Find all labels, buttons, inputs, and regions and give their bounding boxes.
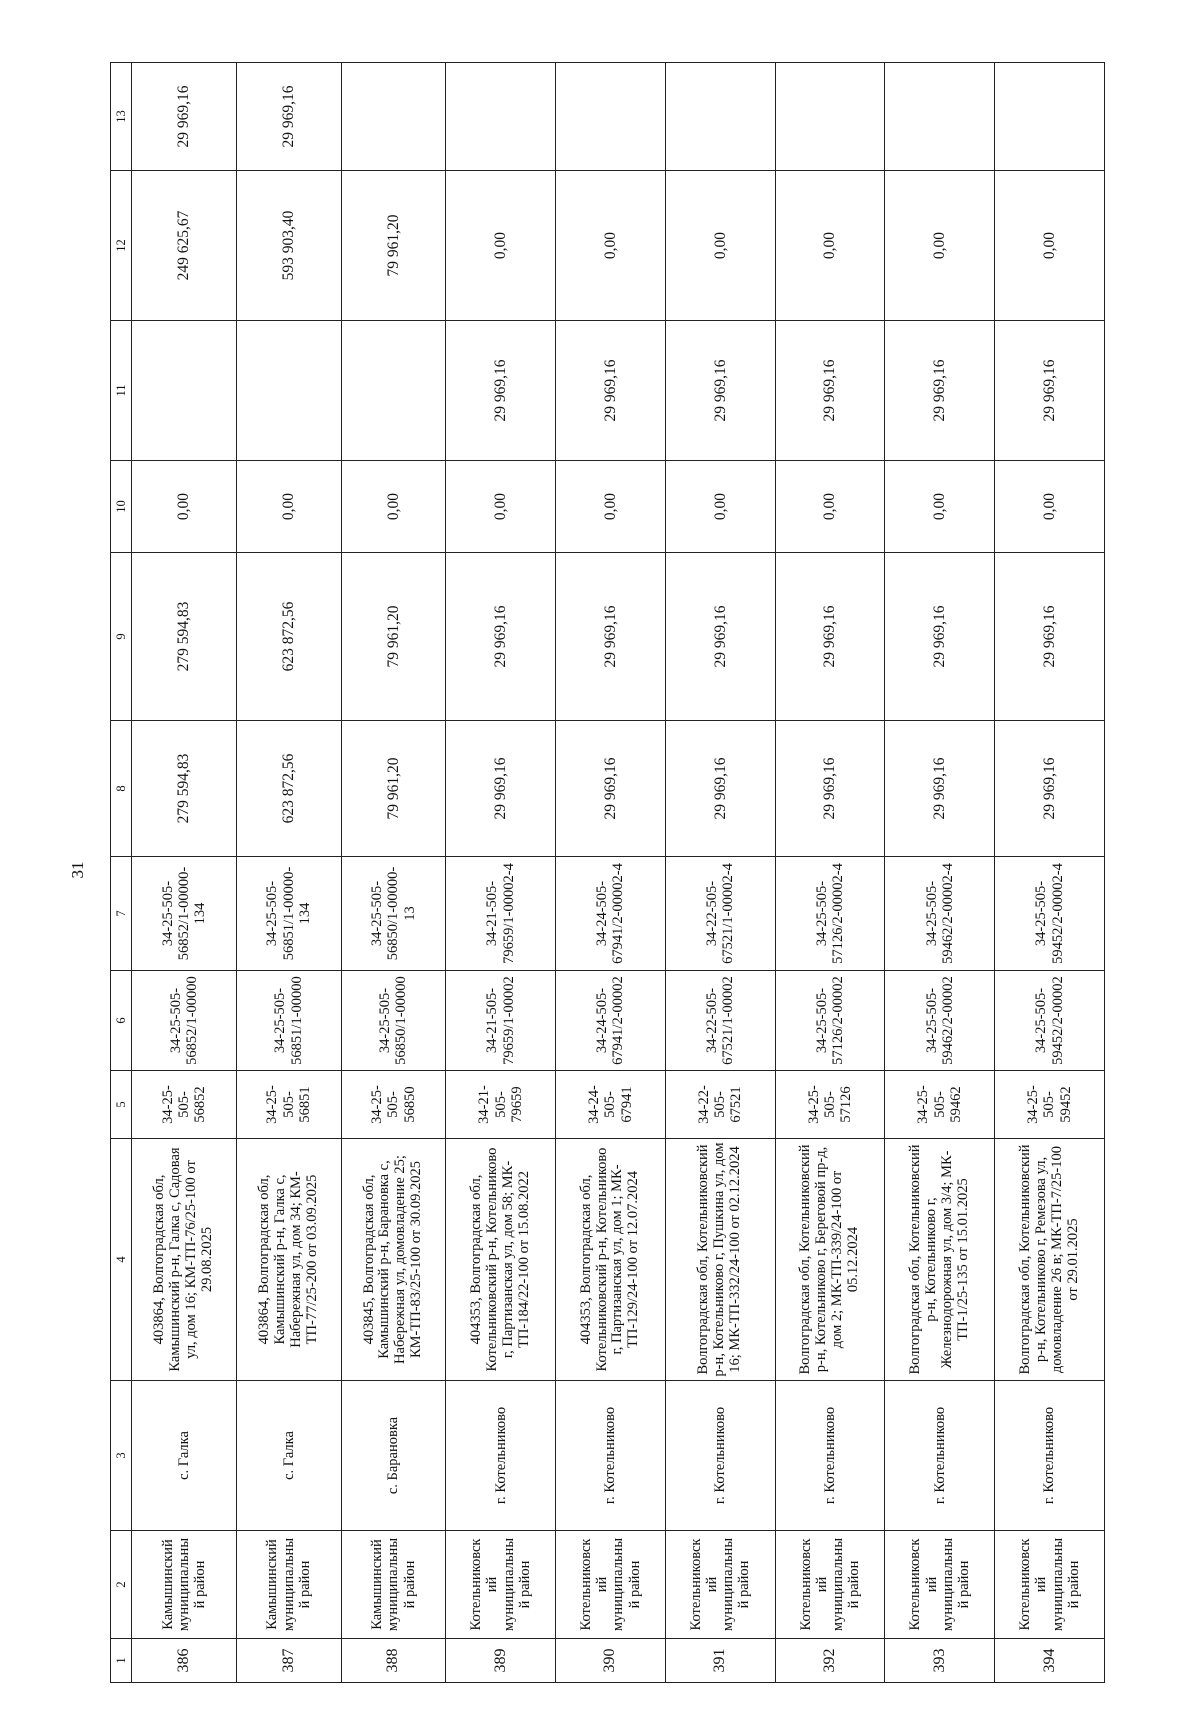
amount-cell: 0,00 bbox=[132, 461, 237, 553]
code-cell: 34-25-505-56850/1-00000 bbox=[341, 971, 446, 1071]
column-header: 11 bbox=[111, 321, 132, 461]
amount-cell: 279 594,83 bbox=[132, 721, 237, 857]
table-row bbox=[236, 63, 341, 1683]
row-number-cell: 387 bbox=[236, 1639, 341, 1683]
table-row bbox=[885, 63, 995, 1683]
row-number-cell: 388 bbox=[341, 1639, 446, 1683]
code-cell: 34-25-505-56850/1-00000-13 bbox=[341, 857, 446, 971]
registry-table bbox=[110, 62, 1105, 1683]
amount-cell: 0,00 bbox=[446, 461, 556, 553]
table-row bbox=[132, 63, 237, 1683]
row-number-cell: 393 bbox=[885, 1639, 995, 1683]
amount-cell: 29 969,16 bbox=[665, 553, 775, 721]
column-header: 9 bbox=[111, 553, 132, 721]
amount-cell bbox=[775, 63, 885, 171]
amount-cell bbox=[995, 63, 1105, 171]
row-number-cell: 386 bbox=[132, 1639, 237, 1683]
code-cell: 34-25-505-56852/1-00000 bbox=[132, 971, 237, 1071]
row-number-cell: 394 bbox=[995, 1639, 1105, 1683]
code-cell: 34-25-505-59452 bbox=[995, 1071, 1105, 1139]
amount-cell: 29 969,16 bbox=[665, 721, 775, 857]
amount-cell: 0,00 bbox=[995, 461, 1105, 553]
amount-cell: 79 961,20 bbox=[341, 721, 446, 857]
amount-cell: 0,00 bbox=[885, 461, 995, 553]
amount-cell: 29 969,16 bbox=[132, 63, 237, 171]
locality-cell: г. Котельниково bbox=[995, 1381, 1105, 1531]
column-header: 4 bbox=[111, 1139, 132, 1381]
amount-cell: 29 969,16 bbox=[446, 721, 556, 857]
column-header: 12 bbox=[111, 171, 132, 321]
code-cell: 34-22-505-67521 bbox=[665, 1071, 775, 1139]
address-cell: Волгоградская обл, Котельниковский р-н, Котельниково г, Береговой пр-д, дом 2; МК-ТП-339/24-100 от 05.12.2024 bbox=[775, 1139, 885, 1381]
code-cell: 34-21-505-79659/1-00002 bbox=[446, 971, 556, 1071]
code-cell: 34-25-505-59462 bbox=[885, 1071, 995, 1139]
amount-cell: 29 969,16 bbox=[995, 721, 1105, 857]
district-cell: Камышинский муниципальный район bbox=[236, 1531, 341, 1639]
locality-cell: г. Котельниково bbox=[556, 1381, 666, 1531]
address-cell: 403845, Волгоградская обл, Камышинский р-н, Барановка с, Набережная ул, домовладение 25; КМ-ТП-83/25-100 от 30.09.2025 bbox=[341, 1139, 446, 1381]
amount-cell: 0,00 bbox=[885, 171, 995, 321]
locality-cell: г. Котельниково bbox=[446, 1381, 556, 1531]
amount-cell: 29 969,16 bbox=[775, 321, 885, 461]
district-cell: Котельниковский муниципальный район bbox=[446, 1531, 556, 1639]
amount-cell: 29 969,16 bbox=[236, 63, 341, 171]
column-header: 10 bbox=[111, 461, 132, 553]
amount-cell: 29 969,16 bbox=[885, 553, 995, 721]
locality-cell: с. Галка bbox=[132, 1381, 237, 1531]
rotated-table-wrapper bbox=[110, 63, 1105, 1683]
amount-cell bbox=[446, 63, 556, 171]
page-number: 31 bbox=[68, 861, 87, 879]
address-cell: Волгоградская обл, Котельниковский р-н, Котельниково г, Ремезова ул, домовладение 26 в; МК-ТП-7/25-100 от 29.01.2025 bbox=[995, 1139, 1105, 1381]
row-number-cell: 391 bbox=[665, 1639, 775, 1683]
district-cell: Камышинский муниципальный район bbox=[132, 1531, 237, 1639]
amount-cell: 29 969,16 bbox=[446, 553, 556, 721]
amount-cell: 29 969,16 bbox=[446, 321, 556, 461]
code-cell: 34-25-505-59462/2-00002 bbox=[885, 971, 995, 1071]
column-header: 6 bbox=[111, 971, 132, 1071]
amount-cell: 0,00 bbox=[775, 461, 885, 553]
amount-cell: 29 969,16 bbox=[995, 321, 1105, 461]
amount-cell: 593 903,40 bbox=[236, 171, 341, 321]
column-header: 1 bbox=[111, 1639, 132, 1683]
code-cell: 34-21-505-79659 bbox=[446, 1071, 556, 1139]
amount-cell: 29 969,16 bbox=[775, 721, 885, 857]
code-cell: 34-25-505-57126 bbox=[775, 1071, 885, 1139]
amount-cell bbox=[341, 321, 446, 461]
column-header: 8 bbox=[111, 721, 132, 857]
amount-cell bbox=[556, 63, 666, 171]
amount-cell: 29 969,16 bbox=[995, 553, 1105, 721]
table-row bbox=[556, 63, 666, 1683]
row-number-cell: 392 bbox=[775, 1639, 885, 1683]
address-cell: Волгоградская обл, Котельниковский р-н, Котельниково г, Пушкина ул, дом 16; МК-ТП-332/24-100 от 02.12.2024 bbox=[665, 1139, 775, 1381]
amount-cell bbox=[341, 63, 446, 171]
amount-cell: 0,00 bbox=[556, 461, 666, 553]
column-header: 13 bbox=[111, 63, 132, 171]
district-cell: Котельниковский муниципальный район bbox=[556, 1531, 666, 1639]
code-cell: 34-25-505-57126/2-00002 bbox=[775, 971, 885, 1071]
code-cell: 34-24-505-67941/2-00002-4 bbox=[556, 857, 666, 971]
amount-cell: 0,00 bbox=[665, 171, 775, 321]
amount-cell: 279 594,83 bbox=[132, 553, 237, 721]
code-cell: 34-24-505-67941/2-00002 bbox=[556, 971, 666, 1071]
address-cell: 404353, Волгоградская обл, Котельниковский р-н, Котельниково г, Партизанская ул, дом 1; МК-ТП-129/24-100 от 12.07.2024 bbox=[556, 1139, 666, 1381]
address-cell: Волгоградская обл, Котельниковский р-н, Котельниково г, Железнодорожная ул, дом 3/4; МК-ТП-1/25-135 от 15.01.2025 bbox=[885, 1139, 995, 1381]
code-cell: 34-21-505-79659/1-00002-4 bbox=[446, 857, 556, 971]
district-cell: Котельниковский муниципальный район bbox=[885, 1531, 995, 1639]
code-cell: 34-25-505-56852 bbox=[132, 1071, 237, 1139]
table-row bbox=[665, 63, 775, 1683]
address-cell: 403864, Волгоградская обл, Камышинский р-н, Галка с, Набережная ул, дом 34; КМ-ТП-77/25-200 от 03.09.2025 bbox=[236, 1139, 341, 1381]
code-cell: 34-25-505-59452/2-00002-4 bbox=[995, 857, 1105, 971]
amount-cell: 623 872,56 bbox=[236, 721, 341, 857]
code-cell: 34-25-505-56850 bbox=[341, 1071, 446, 1139]
address-cell: 403864, Волгоградская обл, Камышинский р-н, Галка с, Садовая ул, дом 16; КМ-ТП-76/25-100 от 29.08.2025 bbox=[132, 1139, 237, 1381]
amount-cell bbox=[885, 63, 995, 171]
code-cell: 34-22-505-67521/1-00002 bbox=[665, 971, 775, 1071]
code-cell: 34-25-505-59452/2-00002 bbox=[995, 971, 1105, 1071]
locality-cell: г. Котельниково bbox=[775, 1381, 885, 1531]
table-row bbox=[775, 63, 885, 1683]
column-header: 3 bbox=[111, 1381, 132, 1531]
code-cell: 34-25-505-57126/2-00002-4 bbox=[775, 857, 885, 971]
amount-cell: 29 969,16 bbox=[665, 321, 775, 461]
amount-cell: 0,00 bbox=[775, 171, 885, 321]
code-cell: 34-25-505-59462/2-00002-4 bbox=[885, 857, 995, 971]
column-header: 5 bbox=[111, 1071, 132, 1139]
amount-cell bbox=[665, 63, 775, 171]
amount-cell: 29 969,16 bbox=[556, 553, 666, 721]
code-cell: 34-25-505-56851 bbox=[236, 1071, 341, 1139]
row-number-cell: 390 bbox=[556, 1639, 666, 1683]
locality-cell: г. Котельниково bbox=[885, 1381, 995, 1531]
column-header: 7 bbox=[111, 857, 132, 971]
locality-cell: с. Барановка bbox=[341, 1381, 446, 1531]
amount-cell: 623 872,56 bbox=[236, 553, 341, 721]
district-cell: Камышинский муниципальный район bbox=[341, 1531, 446, 1639]
amount-cell: 0,00 bbox=[665, 461, 775, 553]
table-body bbox=[132, 63, 1105, 1683]
address-cell: 404353, Волгоградская обл, Котельниковский р-н, Котельниково г, Партизанская ул, дом 58; МК-ТП-184/22-100 от 15.08.2022 bbox=[446, 1139, 556, 1381]
amount-cell bbox=[236, 321, 341, 461]
amount-cell: 29 969,16 bbox=[556, 721, 666, 857]
amount-cell: 79 961,20 bbox=[341, 553, 446, 721]
amount-cell bbox=[132, 321, 237, 461]
amount-cell: 79 961,20 bbox=[341, 171, 446, 321]
table-row bbox=[341, 63, 446, 1683]
amount-cell: 0,00 bbox=[446, 171, 556, 321]
amount-cell: 29 969,16 bbox=[885, 721, 995, 857]
amount-cell: 0,00 bbox=[236, 461, 341, 553]
code-cell: 34-24-505-67941 bbox=[556, 1071, 666, 1139]
amount-cell: 29 969,16 bbox=[775, 553, 885, 721]
column-number-row bbox=[111, 63, 132, 1683]
table-row bbox=[995, 63, 1105, 1683]
locality-cell: г. Котельниково bbox=[665, 1381, 775, 1531]
amount-cell: 29 969,16 bbox=[556, 321, 666, 461]
code-cell: 34-25-505-56851/1-00000-134 bbox=[236, 857, 341, 971]
district-cell: Котельниковский муниципальный район bbox=[665, 1531, 775, 1639]
code-cell: 34-25-505-56851/1-00000 bbox=[236, 971, 341, 1071]
district-cell: Котельниковский муниципальный район bbox=[775, 1531, 885, 1639]
table-row bbox=[446, 63, 556, 1683]
amount-cell: 0,00 bbox=[341, 461, 446, 553]
code-cell: 34-22-505-67521/1-00002-4 bbox=[665, 857, 775, 971]
locality-cell: с. Галка bbox=[236, 1381, 341, 1531]
amount-cell: 0,00 bbox=[995, 171, 1105, 321]
district-cell: Котельниковский муниципальный район bbox=[995, 1531, 1105, 1639]
code-cell: 34-25-505-56852/1-00000-134 bbox=[132, 857, 237, 971]
amount-cell: 29 969,16 bbox=[885, 321, 995, 461]
column-header: 2 bbox=[111, 1531, 132, 1639]
amount-cell: 0,00 bbox=[556, 171, 666, 321]
row-number-cell: 389 bbox=[446, 1639, 556, 1683]
amount-cell: 249 625,67 bbox=[132, 171, 237, 321]
